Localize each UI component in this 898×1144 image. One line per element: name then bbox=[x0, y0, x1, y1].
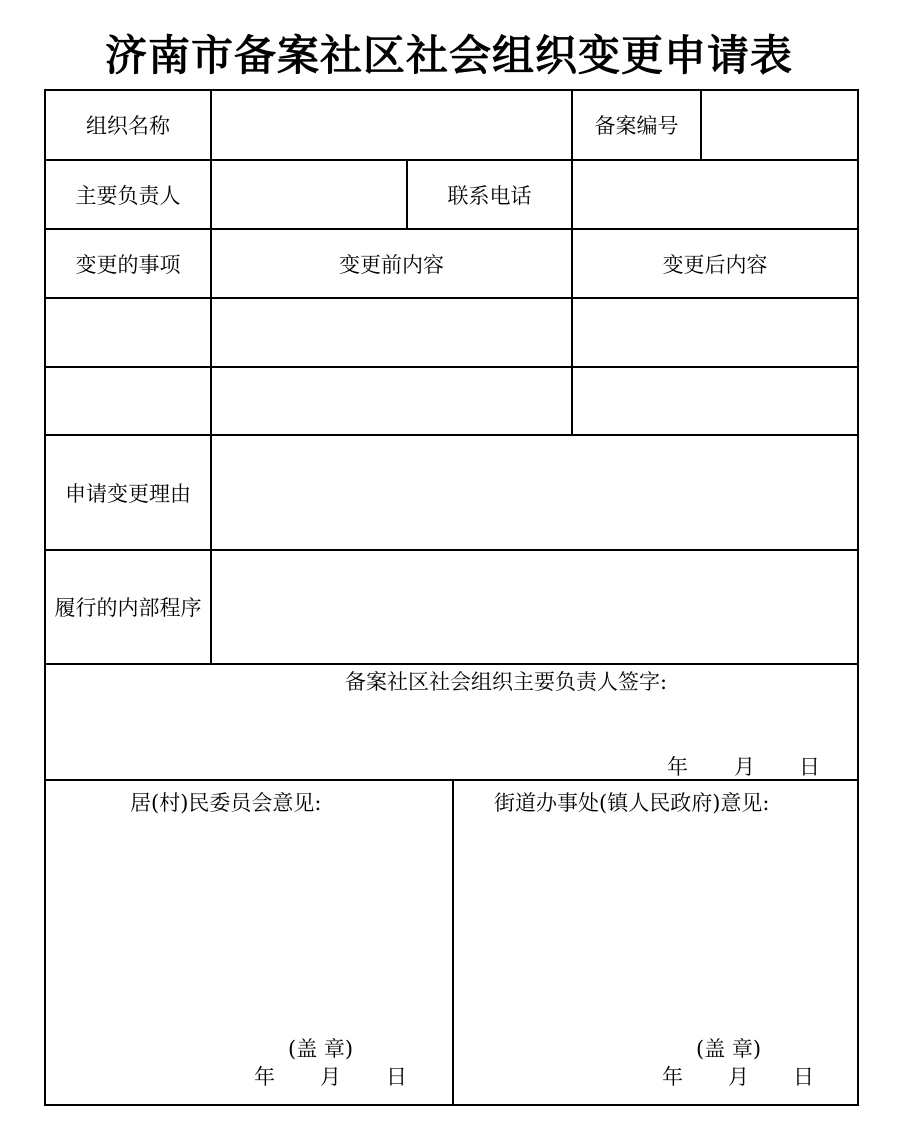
committee-opinion-label: 居(村)民委员会意见: bbox=[130, 791, 322, 815]
org-name-field[interactable] bbox=[212, 91, 571, 159]
internal-procedure-field[interactable] bbox=[212, 551, 857, 663]
before-content-cell[interactable] bbox=[212, 368, 571, 434]
column-divider bbox=[452, 779, 454, 1106]
committee-date-day: 日 bbox=[386, 1065, 407, 1089]
principal-label: 主要负责人 bbox=[75, 183, 181, 208]
org-name-label: 组织名称 bbox=[86, 114, 170, 138]
change-item-cell[interactable] bbox=[46, 368, 210, 434]
street-date-month: 月 bbox=[728, 1065, 749, 1089]
principal-field[interactable] bbox=[212, 161, 406, 228]
record-number-label: 备案编号 bbox=[594, 114, 679, 138]
street-date-day: 日 bbox=[793, 1065, 814, 1089]
after-content-header: 变更后内容 bbox=[662, 252, 768, 277]
signature-date-day: 日 bbox=[799, 755, 820, 779]
street-date-year: 年 bbox=[662, 1065, 683, 1089]
before-content-cell[interactable] bbox=[212, 299, 571, 366]
after-content-cell[interactable] bbox=[573, 299, 857, 366]
committee-date-year: 年 bbox=[254, 1065, 275, 1089]
phone-field[interactable] bbox=[573, 161, 857, 228]
row-divider bbox=[46, 663, 857, 665]
committee-seal-label: (盖 章) bbox=[288, 1037, 354, 1061]
signature-date-month: 月 bbox=[734, 755, 755, 779]
page-title: 济南市备案社区社会组织变更申请表 bbox=[104, 31, 793, 80]
change-reason-label: 申请变更理由 bbox=[65, 481, 191, 506]
signature-date-year: 年 bbox=[667, 755, 688, 779]
record-number-field[interactable] bbox=[702, 91, 857, 159]
street-opinion-label: 街道办事处(镇人民政府)意见: bbox=[494, 791, 770, 815]
internal-procedure-label: 履行的内部程序 bbox=[54, 596, 202, 620]
signature-label: 备案社区社会组织主要负责人签字: bbox=[345, 670, 668, 694]
change-item-header: 变更的事项 bbox=[75, 252, 181, 277]
change-item-cell[interactable] bbox=[46, 299, 210, 366]
street-seal-label: (盖 章) bbox=[696, 1037, 762, 1061]
change-reason-field[interactable] bbox=[212, 436, 857, 549]
after-content-cell[interactable] bbox=[573, 368, 857, 434]
committee-date-month: 月 bbox=[320, 1065, 341, 1089]
application-form-table bbox=[44, 89, 859, 1106]
phone-label: 联系电话 bbox=[447, 183, 532, 208]
before-content-header: 变更前内容 bbox=[339, 252, 444, 277]
